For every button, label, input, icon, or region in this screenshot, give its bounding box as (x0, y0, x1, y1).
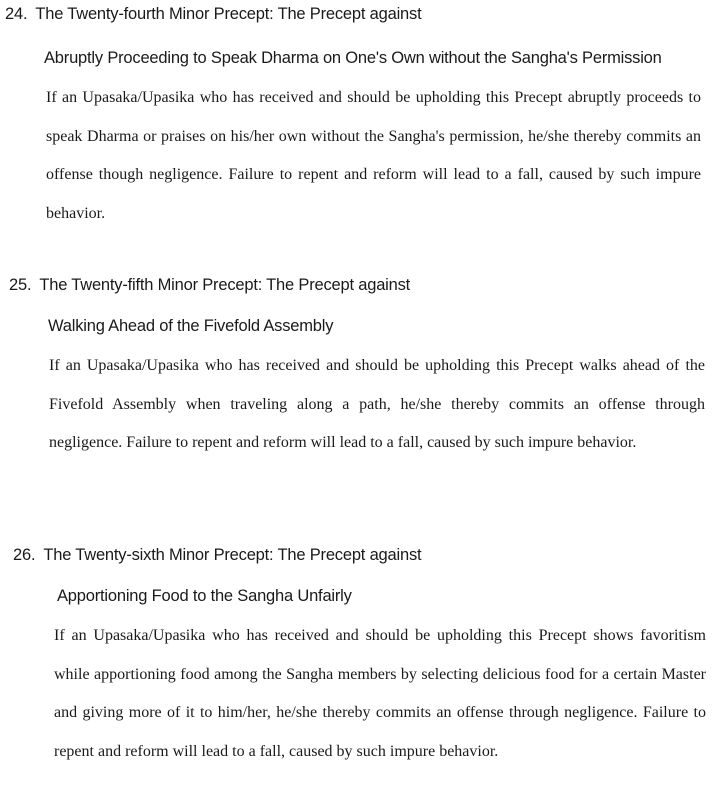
precept-body: If an Upasaka/Upasika who has received and should be upholding this Precept shows favoritism while apportioning food among the Sangha members by selecting delicious food for a certain Master and giving more of it to him/her, he/she thereby commits an offense through negligence. Failure to repent and reform will lead to a fall, caused by such impure behavior. (54, 627, 706, 760)
precept-title: The Twenty-fifth Minor Precept: The Precept against (39, 276, 411, 294)
precept-subtitle: Walking Ahead of the Fivefold Assembly (48, 317, 334, 335)
precept-number: 24. (5, 5, 28, 23)
precept-title: The Twenty-sixth Minor Precept: The Precept against (43, 546, 422, 564)
precept-title: The Twenty-fourth Minor Precept: The Precept against (35, 5, 422, 23)
precept-subtitle: Abruptly Proceeding to Speak Dharma on One's Own without the Sangha's Permission (44, 49, 662, 67)
precept-section-26 (13, 545, 709, 771)
precept-heading (13, 545, 709, 565)
precept-section-24 (5, 4, 705, 233)
precept-section-25 (9, 275, 709, 463)
precept-body: If an Upasaka/Upasika who has received and should be upholding this Precept walks ahead of the Fivefold Assembly when traveling along a path, he/she thereby commits an offense through negligence. Failure to repent and reform will lead to a fall, caused by such impure behavior. (49, 357, 705, 451)
precept-heading (5, 4, 705, 24)
precept-body: If an Upasaka/Upasika who has received and should be upholding this Precept abruptly proceeds to speak Dharma or praises on his/her own without the Sangha's permission, he/she thereby commits an offense though negligence. Failure to repent and reform will lead to a fall, caused by such impure behavior. (46, 89, 701, 222)
precept-number: 25. (9, 276, 32, 294)
precept-subtitle: Apportioning Food to the Sangha Unfairly (57, 587, 352, 605)
precept-number: 26. (13, 546, 36, 564)
precept-heading (9, 275, 709, 295)
